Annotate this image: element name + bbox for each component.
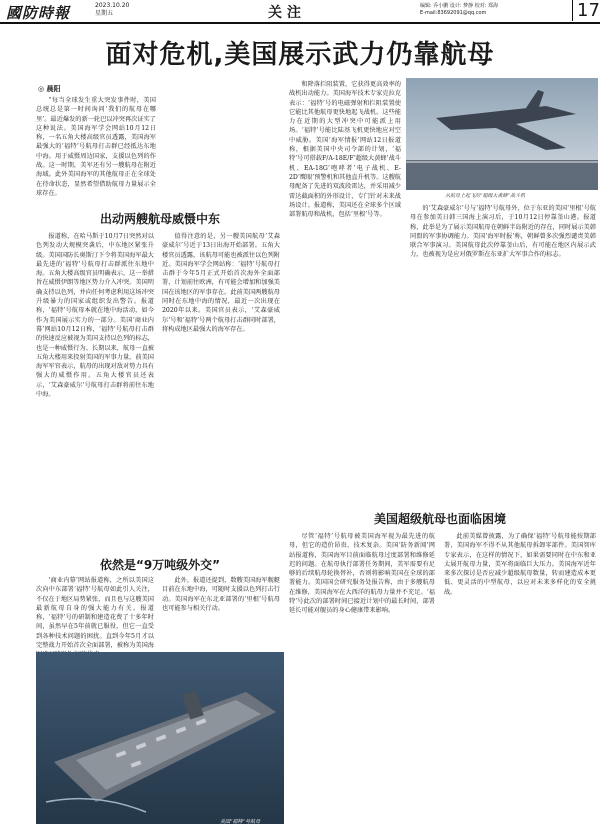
subhead-3: 美国超级航母也面临困境 [373, 512, 506, 526]
fighter-jet-photo [406, 78, 598, 190]
section6-paragraph: 此外，报道还提到，数艘美国海军舰艇目前在东地中海，可随时支援以色列打击行动。美国海军在东北亚部署的‘里根’号航母也可能参与相关行动。 [162, 577, 280, 612]
article-column-1-top [36, 96, 156, 206]
section8-paragraph: 此前美媒曾披露，为了确保‘福特’号航母能按期部署，美国海军不得不从其他航母拆卸零部件。美国智库专家表示，在这样的情况下，如果需要同时在中东和亚太展开航母力量，美军将面临巨大压力。美国海军近年来多次探讨是否应减少超级航母数量，转而建造成本更低、更灵活的中型航母，以应对未来多样化的安全挑战。 [444, 533, 596, 596]
section4-paragraph: 的‘艾森豪威尔’号与‘福特’号航母外，位于东亚的美国‘里根’号航母在参加美日韩三国海上演习后，于10月12日停靠釜山港。报道称，此举是为了展示美国航母在朝鲜半岛附近的存在，同时展示美韩同盟的军事协调能力。美国‘海军时报’称，朝鲜曾多次强烈谴责美韩联合军事演习。美国航母此次停靠釜山后，有可能在地区内展示武力，也被视为是应对俄罗斯在东亚扩大军事合作的标志。 [410, 205, 596, 259]
article-column-1-bottom [36, 576, 154, 650]
article-column-1 [36, 232, 154, 550]
subhead-2: 依然是“9万吨级外交” [99, 558, 221, 572]
subhead-1: 出动两艘航母威慑中东 [99, 212, 220, 226]
article-column-5 [289, 532, 435, 822]
section7-paragraph: 尽管‘福特’号航母被美国海军视为最先进的航母，但它的造价昂贵、技术复杂。美国‘防务新闻’网站报道称，美国海军目前面临航母过度部署和维修延迟的问题。在航母执行部署任务期间，美军需要有足够的后续航母轮换替补，否则将影响美国在全球的部署能力。美国国会研究服务处报告称，由于多艘航母在维修，美国海军在大西洋的航母力量并不充足。‘福特’号此次的部署时间已接近计划中的最长时间，部署延长可能对舰员的身心健康带来影响。 [289, 533, 435, 615]
carrier-photo [36, 652, 284, 824]
page-number: 17 [572, 0, 600, 21]
article-column-3 [289, 80, 401, 500]
article-column-2-top [162, 96, 282, 206]
issue-date-value: 2023.10.20 [95, 2, 130, 9]
section-title: 关 注 [268, 5, 301, 21]
article-column-6 [444, 532, 596, 822]
editor-names: 编辑: 乔小鹏 设计: 梦静 校对: 郑海 [420, 3, 499, 9]
page-header [0, 0, 600, 24]
section1-paragraph: 报道称，在哈马斯于10月7日突然对以色列发动大规模突袭后，中东地区紧张升级。美国国防长奥斯汀下令将美国海军最大最先进的‘福特’号航母打击群派往东地中海。五角大楼高级官员明确表示，这一举措旨在威慑伊朗等地区势力介入冲突。美国明确支持以色列，并向任何考虑利用这场冲突升级暴力的国家或组织发出警告。报道称，‘福特’号航母本就在地中海活动，如今作为美国展示实力的一部分。美国‘商业内幕’网站10月12日称，‘福特’号航母打击群的快速反应被视为美国支持以色列的标志，也是一种威慑行为。长期以来，航母一直被五角大楼用来投射美国的军事力量。前美国海军军官表示，航母的出现对敌对势力具有强大的威慑作用。五角大楼官员还表示，‘艾森豪威尔’号航母打击群将前往东地中海。 [36, 233, 154, 399]
top-photo-caption: 从航母上起飞的“超级大黄蜂”战斗机 [445, 193, 526, 199]
fighter-jet-image [406, 78, 598, 190]
section5-paragraph: ‘商业内幕’网站报道称，之所以美国这次向中东部署‘福特’号航母如此引人关注，不仅在于地区局势紧张，而且也与这艘美国最新航母自身的强大能力有关。报道称，‘福特’号的研制和建造花费了十多年时间，虽然早在5年前就已服役，但它一直受到各种技术问题的困扰。直到今年5月才以完整战力开始首次全面部署，被称为美国海 [36, 577, 154, 650]
section3-paragraph: 和降落拦阻装置，它获得更高效率的战机出动能力。美国海军技术专家克拉克表示：‘福特’号的电磁弹射和拦阻装置使它能比其他航母更快地起飞战机。这些能力在近期的大型冲突中可能派上用场。‘福特’号能比陆基飞机更快地应对空中威胁。美国‘海军情报’网站12日报道称，根据美国中央司令部的计划，‘福特’号可搭载F/A-18E/F‘超级大黄蜂’战斗机、EA-18G‘咆哮者’电子战机、E-2D‘鹰眼’预警机和其他直升机等。这艘航母配备了先进的双波段雷达，并采用减少雷达截面积的外形设计，专门针对未来战场设计。报道称，美国还在全球多个区域部署航母和战机，包括‘里根’号等。 [289, 81, 401, 219]
article-column-2 [162, 232, 280, 542]
article-author: ◎ 晨阳 [38, 84, 61, 93]
article-column-2-bottom [162, 576, 280, 646]
bottom-photo-caption: 美国“福特”号航母 [220, 819, 261, 825]
issue-weekday: 星期五 [95, 10, 114, 17]
section2-paragraph: 值得注意的是，另一艘美国航母‘艾森豪威尔’号近于13日出海开始部署。五角大楼官员透露，该航母可能也被派往以色列附近。美国海军学会网站称：‘福特’号航母打击群于今年5月正式开始首次海外全面部署，计划前往欧洲，有可能会增加和加强美国在该地区的军事存在。此前美国两艘航母同时在东地中海的情况，最近一次出现在2020年以来。美国官员表示，‘艾森豪威尔’号和‘福特’号两个航母打击群同时部署，将构成地区最强大的海军存在。 [162, 233, 280, 333]
issue-date [95, 2, 129, 18]
editor-email: E-mail:83692091@qq.com [420, 10, 487, 16]
newspaper-logo: 國防時報 [6, 4, 71, 22]
editor-credits [420, 3, 498, 17]
article-column-4 [410, 204, 596, 504]
article-headline: 面对危机,美国展示武力仍靠航母 [105, 40, 495, 70]
intro-paragraph: “每当全球发生重大突发事件时，美国总统总是第一时间询问‘我们的航母在哪里’。最近爆发的新一轮巴以冲突再次证实了这种说法。美国海军学会网站10月12日称，一名五角大楼高级官员透露，美国海军最强大的‘福特’号航母打击群已经抵达东地中海。用于威慑周边国家，支援以色列的作战。这一时期，美军还有另一艘航母在附近海域。此外美国海军的其他航母正在全球处在待命状态，显然希望借助航母力量展示全球存在。 [36, 97, 156, 197]
aircraft-carrier-image [36, 652, 284, 824]
